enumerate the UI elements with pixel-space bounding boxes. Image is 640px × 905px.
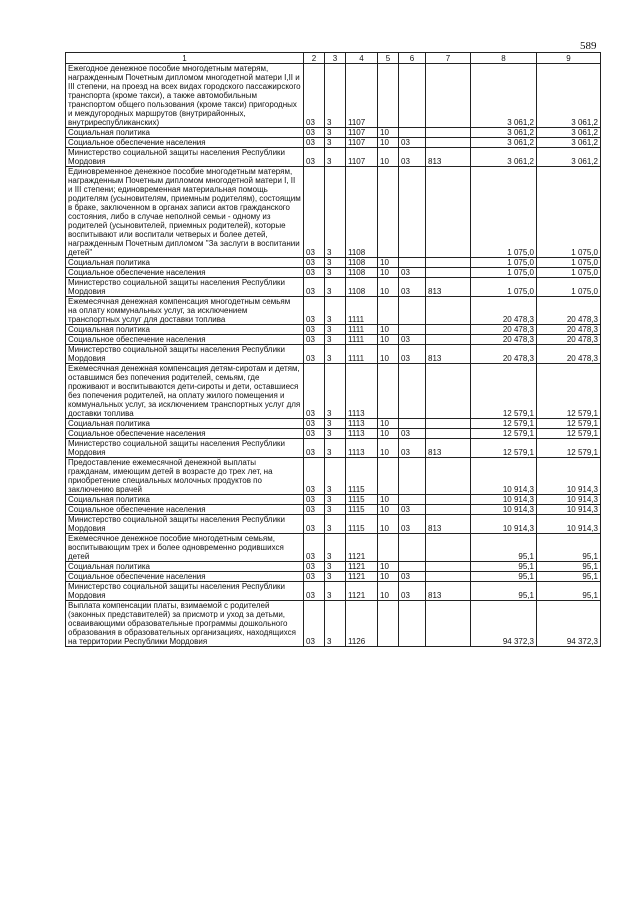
amount-cell: 10 914,3 [471,495,537,505]
code-cell [426,335,471,345]
code-cell [399,458,426,495]
code-cell [426,364,471,419]
code-cell: 03 [399,138,426,148]
amount-cell: 1 075,0 [471,278,537,297]
code-cell [399,495,426,505]
amount-cell: 3 061,2 [471,64,537,128]
table-row [66,268,601,278]
amount-cell: 3 061,2 [471,138,537,148]
code-cell: 10 [378,278,399,297]
code-cell: 10 [378,572,399,582]
table-row [66,562,601,572]
column-header: 6 [399,53,426,64]
code-cell [399,258,426,268]
amount-cell: 3 061,2 [537,138,601,148]
name-cell: Ежемесячная денежная компенсация многодетным семьям на оплату коммунальных услуг, за исключением транспортных услуг для доставки топлива [66,297,304,325]
table-row [66,64,601,128]
code-cell [426,128,471,138]
amount-cell: 20 478,3 [471,297,537,325]
name-cell: Социальное обеспечение населения [66,335,304,345]
table-row [66,148,601,167]
code-cell [378,167,399,258]
code-cell: 1126 [346,601,378,647]
code-cell [378,458,399,495]
code-cell: 3 [325,128,346,138]
column-header: 3 [325,53,346,64]
code-cell [378,601,399,647]
code-cell: 03 [304,258,325,268]
table-row [66,505,601,515]
name-cell: Социальная политика [66,128,304,138]
code-cell: 1107 [346,64,378,128]
code-cell: 3 [325,601,346,647]
amount-cell: 3 061,2 [537,64,601,128]
code-cell: 10 [378,138,399,148]
code-cell [426,505,471,515]
code-cell [399,297,426,325]
code-cell: 1113 [346,419,378,429]
amount-cell: 95,1 [471,562,537,572]
table-body [66,64,601,647]
name-cell: Социальная политика [66,419,304,429]
table-row [66,495,601,505]
code-cell: 1115 [346,505,378,515]
name-cell: Социальная политика [66,325,304,335]
code-cell: 03 [304,345,325,364]
code-cell: 03 [399,345,426,364]
code-cell: 1115 [346,495,378,505]
code-cell [399,364,426,419]
code-cell [426,258,471,268]
code-cell: 03 [304,515,325,534]
table-row [66,258,601,268]
code-cell: 10 [378,439,399,458]
table-row [66,515,601,534]
amount-cell: 12 579,1 [471,429,537,439]
table-header-row [66,53,601,64]
code-cell [378,364,399,419]
code-cell: 03 [304,458,325,495]
table-row [66,419,601,429]
name-cell: Ежемесячное денежное пособие многодетным семьям, воспитывающим трех и более одновременно родившихся детей [66,534,304,562]
amount-cell: 10 914,3 [537,495,601,505]
page-number: 589 [580,40,597,52]
code-cell: 813 [426,439,471,458]
table-row [66,364,601,419]
code-cell [399,419,426,429]
table-row [66,458,601,495]
column-header: 2 [304,53,325,64]
amount-cell: 95,1 [537,534,601,562]
amount-cell: 12 579,1 [471,364,537,419]
amount-cell: 10 914,3 [537,505,601,515]
code-cell: 3 [325,345,346,364]
amount-cell: 95,1 [537,562,601,572]
table-row [66,572,601,582]
code-cell: 03 [399,335,426,345]
name-cell: Министерство социальной защиты населения Республики Мордовия [66,345,304,364]
amount-cell: 20 478,3 [537,345,601,364]
code-cell: 10 [378,582,399,601]
code-cell: 3 [325,429,346,439]
amount-cell: 1 075,0 [471,258,537,268]
code-cell: 3 [325,335,346,345]
code-cell [426,297,471,325]
table-row [66,325,601,335]
column-header: 5 [378,53,399,64]
table-row [66,439,601,458]
code-cell: 3 [325,167,346,258]
amount-cell: 20 478,3 [537,325,601,335]
name-cell: Ежегодное денежное пособие многодетным матерям, награжденным Почетным дипломом многодетной матери I,II и III степени, на проезд на всех видах городского пассажирского транспорта (кроме такси), а также автомобильным транспортом общего пользования (кроме такси) пригородных и междугородных маршрутов (внутрирайонных, внутриреспубликанских) [66,64,304,128]
amount-cell: 1 075,0 [537,258,601,268]
amount-cell: 1 075,0 [471,167,537,258]
name-cell: Единовременное денежное пособие многодетным матерям, награжденным Почетным дипломом многодетной матери I, II и III степени; единовременная материальная помощь родителям (усыновителям, приемным родителям), состоящим в браке, заключенном в органах записи актов гражданского состояния, либо в случае неполной семьи - одному из родителей (усыновителей, приемных родителей), которые воспитывают или воспитали четверых и более детей, награжденным Почетным дипломом "За заслуги в воспитании детей" [66,167,304,258]
amount-cell: 20 478,3 [471,335,537,345]
code-cell: 813 [426,148,471,167]
code-cell [426,64,471,128]
code-cell: 1111 [346,345,378,364]
column-header: 1 [66,53,304,64]
code-cell [399,534,426,562]
amount-cell: 3 061,2 [471,148,537,167]
code-cell: 03 [304,429,325,439]
code-cell: 10 [378,562,399,572]
code-cell: 03 [399,572,426,582]
code-cell: 3 [325,572,346,582]
code-cell: 1107 [346,148,378,167]
name-cell: Министерство социальной защиты населения Республики Мордовия [66,515,304,534]
amount-cell: 10 914,3 [471,505,537,515]
amount-cell: 12 579,1 [537,364,601,419]
code-cell: 1107 [346,128,378,138]
amount-cell: 10 914,3 [537,458,601,495]
amount-cell: 3 061,2 [537,148,601,167]
column-header: 7 [426,53,471,64]
amount-cell: 10 914,3 [537,515,601,534]
code-cell: 03 [304,495,325,505]
amount-cell: 12 579,1 [537,439,601,458]
code-cell: 03 [304,148,325,167]
code-cell: 1115 [346,458,378,495]
amount-cell: 95,1 [471,572,537,582]
table-row [66,128,601,138]
name-cell: Министерство социальной защиты населения Республики Мордовия [66,278,304,297]
table-row [66,167,601,258]
code-cell [426,167,471,258]
code-cell: 10 [378,345,399,364]
code-cell: 813 [426,582,471,601]
code-cell: 03 [304,601,325,647]
code-cell [426,495,471,505]
table-row [66,335,601,345]
amount-cell: 10 914,3 [471,458,537,495]
table-row [66,429,601,439]
code-cell: 03 [304,138,325,148]
name-cell: Социальная политика [66,495,304,505]
code-cell: 03 [399,515,426,534]
code-cell: 3 [325,582,346,601]
code-cell [399,562,426,572]
code-cell [399,128,426,138]
code-cell [426,268,471,278]
code-cell: 1108 [346,167,378,258]
code-cell: 03 [304,268,325,278]
table-row [66,534,601,562]
code-cell: 1113 [346,429,378,439]
code-cell: 3 [325,458,346,495]
budget-table [65,52,601,647]
code-cell: 813 [426,278,471,297]
code-cell: 1121 [346,582,378,601]
code-cell: 3 [325,534,346,562]
name-cell: Социальная политика [66,562,304,572]
table-row [66,278,601,297]
code-cell: 10 [378,128,399,138]
code-cell: 1113 [346,439,378,458]
code-cell: 813 [426,345,471,364]
amount-cell: 95,1 [537,582,601,601]
column-header: 9 [537,53,601,64]
code-cell: 1108 [346,258,378,268]
amount-cell: 10 914,3 [471,515,537,534]
code-cell: 3 [325,515,346,534]
code-cell: 3 [325,278,346,297]
code-cell: 3 [325,419,346,429]
code-cell: 3 [325,148,346,167]
code-cell: 1121 [346,572,378,582]
name-cell: Социальное обеспечение населения [66,138,304,148]
code-cell: 03 [304,167,325,258]
code-cell: 03 [304,278,325,297]
amount-cell: 1 075,0 [471,268,537,278]
name-cell: Министерство социальной защиты населения Республики Мордовия [66,582,304,601]
code-cell: 1113 [346,364,378,419]
code-cell [426,572,471,582]
code-cell: 03 [399,439,426,458]
amount-cell: 20 478,3 [471,325,537,335]
amount-cell: 3 061,2 [537,128,601,138]
amount-cell: 1 075,0 [537,278,601,297]
code-cell: 1108 [346,278,378,297]
code-cell: 03 [399,429,426,439]
code-cell [426,458,471,495]
code-cell: 03 [304,325,325,335]
name-cell: Социальное обеспечение населения [66,572,304,582]
amount-cell: 12 579,1 [537,429,601,439]
code-cell [426,562,471,572]
code-cell: 1121 [346,534,378,562]
code-cell [399,325,426,335]
amount-cell: 12 579,1 [537,419,601,429]
code-cell [378,64,399,128]
name-cell: Социальная политика [66,258,304,268]
code-cell: 10 [378,148,399,167]
code-cell: 3 [325,268,346,278]
code-cell: 10 [378,515,399,534]
name-cell: Предоставление ежемесячной денежной выплаты гражданам, имеющим детей в возрасте до трех лет, на приобретение специальных молочных продуктов по заключению врачей [66,458,304,495]
table-row [66,138,601,148]
name-cell: Министерство социальной защиты населения Республики Мордовия [66,148,304,167]
code-cell: 3 [325,297,346,325]
amount-cell: 12 579,1 [471,439,537,458]
code-cell: 03 [399,505,426,515]
code-cell: 813 [426,515,471,534]
code-cell [426,325,471,335]
code-cell: 1111 [346,325,378,335]
code-cell [378,534,399,562]
name-cell: Министерство социальной защиты населения Республики Мордовия [66,439,304,458]
table-row [66,582,601,601]
code-cell: 3 [325,364,346,419]
code-cell: 1108 [346,268,378,278]
amount-cell: 3 061,2 [471,128,537,138]
name-cell: Социальное обеспечение населения [66,505,304,515]
code-cell [378,297,399,325]
code-cell: 1111 [346,297,378,325]
name-cell: Социальное обеспечение населения [66,268,304,278]
code-cell: 03 [304,582,325,601]
amount-cell: 20 478,3 [537,297,601,325]
code-cell: 03 [399,148,426,167]
code-cell: 10 [378,335,399,345]
code-cell: 10 [378,419,399,429]
code-cell: 10 [378,325,399,335]
code-cell: 03 [304,335,325,345]
code-cell [399,167,426,258]
code-cell: 03 [399,268,426,278]
code-cell: 03 [304,297,325,325]
name-cell: Социальное обеспечение населения [66,429,304,439]
code-cell: 10 [378,268,399,278]
code-cell: 3 [325,562,346,572]
code-cell: 1121 [346,562,378,572]
amount-cell: 1 075,0 [537,167,601,258]
amount-cell: 20 478,3 [471,345,537,364]
code-cell: 03 [304,505,325,515]
code-cell: 3 [325,138,346,148]
table-row [66,601,601,647]
code-cell: 10 [378,505,399,515]
code-cell: 03 [304,128,325,138]
code-cell [399,601,426,647]
code-cell [399,64,426,128]
code-cell: 03 [304,364,325,419]
amount-cell: 1 075,0 [537,268,601,278]
code-cell: 10 [378,429,399,439]
code-cell [426,429,471,439]
code-cell: 3 [325,64,346,128]
code-cell: 3 [325,505,346,515]
amount-cell: 95,1 [471,534,537,562]
code-cell: 03 [304,439,325,458]
code-cell: 3 [325,439,346,458]
code-cell: 3 [325,258,346,268]
code-cell: 03 [399,278,426,297]
amount-cell: 12 579,1 [471,419,537,429]
code-cell: 03 [304,534,325,562]
code-cell: 03 [304,562,325,572]
amount-cell: 20 478,3 [537,335,601,345]
amount-cell: 94 372,3 [471,601,537,647]
amount-cell: 95,1 [471,582,537,601]
code-cell [426,601,471,647]
code-cell: 03 [304,419,325,429]
code-cell [426,419,471,429]
code-cell: 10 [378,258,399,268]
code-cell: 1111 [346,335,378,345]
code-cell: 3 [325,325,346,335]
name-cell: Ежемесячная денежная компенсация детям-сиротам и детям, оставшимся без попечения родителей, семьям, где проживают и воспитываются дети-сироты и дети, оставшиеся без попечения родителей, на оплату жилого помещения и коммунальных услуг, за исключением транспортных услуг для доставки топлива [66,364,304,419]
code-cell: 1107 [346,138,378,148]
code-cell: 10 [378,495,399,505]
code-cell: 03 [399,582,426,601]
name-cell: Выплата компенсации платы, взимаемой с родителей (законных представителей) за присмотр и уход за детьми, осваивающими образовательные программы дошкольного образования в образовательных организациях, находящихся на территории Республики Мордовия [66,601,304,647]
table-row [66,345,601,364]
column-header: 4 [346,53,378,64]
table-row [66,297,601,325]
column-header: 8 [471,53,537,64]
code-cell: 03 [304,64,325,128]
code-cell: 3 [325,495,346,505]
amount-cell: 94 372,3 [537,601,601,647]
code-cell: 1115 [346,515,378,534]
code-cell [426,138,471,148]
code-cell [426,534,471,562]
amount-cell: 95,1 [537,572,601,582]
code-cell: 03 [304,572,325,582]
